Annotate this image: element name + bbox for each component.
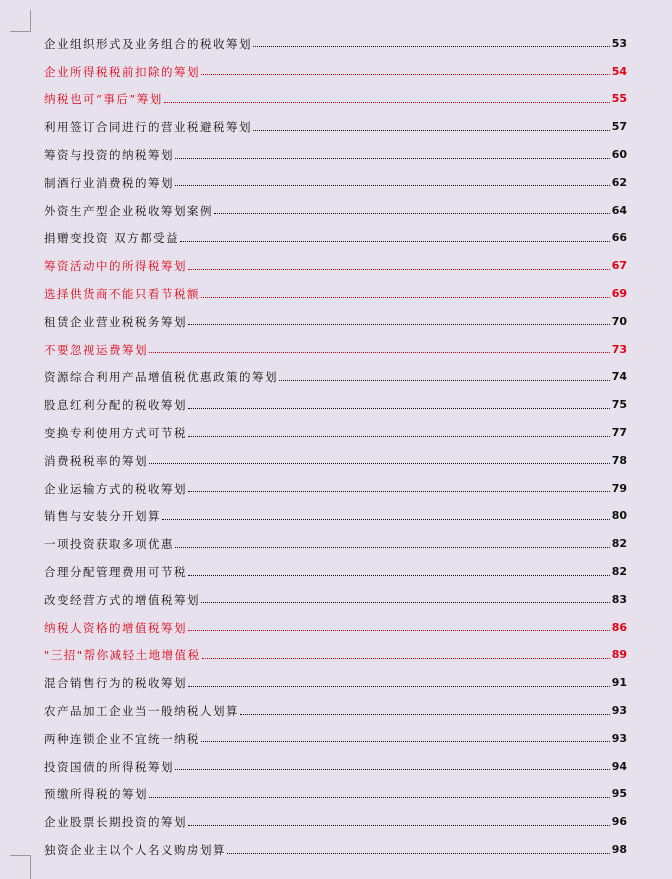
dot-leader — [201, 297, 610, 298]
toc-entry[interactable] — [44, 364, 627, 392]
toc-entry[interactable] — [44, 725, 627, 753]
dot-leader — [180, 241, 610, 242]
toc-entry-title: 合理分配管理费用可节税 — [44, 565, 187, 580]
dot-leader — [201, 602, 610, 603]
dot-leader — [188, 408, 610, 409]
toc-entry-title: 企业股票长期投资的筹划 — [44, 815, 187, 830]
toc-entry-page-number: 53 — [611, 36, 627, 50]
toc-entry-page-number: 62 — [611, 175, 627, 189]
dot-leader — [175, 769, 610, 770]
toc-entry-title: 企业所得税税前扣除的筹划 — [44, 64, 200, 79]
dot-leader — [201, 741, 610, 742]
toc-entry-title: 投资国债的所得税筹划 — [44, 759, 174, 774]
toc-entry[interactable] — [44, 141, 627, 169]
toc-entry[interactable] — [44, 697, 627, 725]
toc-entry[interactable] — [44, 280, 627, 308]
toc-entry-page-number: 66 — [611, 231, 627, 245]
toc-entry-page-number: 91 — [611, 676, 627, 690]
toc-entry-page-number: 93 — [611, 731, 627, 745]
toc-entry[interactable] — [44, 836, 627, 864]
toc-entry-page-number: 73 — [611, 342, 627, 356]
dot-leader — [253, 46, 610, 47]
dot-leader — [279, 380, 610, 381]
dot-leader — [188, 630, 610, 631]
dot-leader — [188, 324, 610, 325]
toc-entry-title: 筹资与投资的纳税筹划 — [44, 148, 174, 163]
toc-entry-page-number: 74 — [611, 370, 627, 384]
toc-entry-title: 企业组织形式及业务组合的税收筹划 — [44, 36, 252, 51]
toc-entry[interactable] — [44, 197, 627, 225]
toc-entry-page-number: 82 — [611, 565, 627, 579]
toc-entry-title: 利用签订合同进行的营业税避税筹划 — [44, 120, 252, 135]
dot-leader — [240, 714, 610, 715]
toc-entry-page-number: 70 — [611, 314, 627, 328]
toc-entry-title: 企业运输方式的税收筹划 — [44, 481, 187, 496]
toc-entry-page-number: 93 — [611, 704, 627, 718]
toc-entry-title: 制酒行业消费税的筹划 — [44, 175, 174, 190]
toc-entry[interactable] — [44, 530, 627, 558]
toc-entry-title: "三招"帮你减轻土地增值税 — [44, 648, 201, 663]
dot-leader — [149, 352, 610, 353]
toc-entry-title: 两种连锁企业不宜统一纳税 — [44, 731, 200, 746]
toc-entry[interactable] — [44, 391, 627, 419]
toc-entry-page-number: 86 — [611, 620, 627, 634]
toc-entry-title: 纳税人资格的增值税筹划 — [44, 620, 187, 635]
toc-entry[interactable] — [44, 614, 627, 642]
toc-entry-page-number: 82 — [611, 537, 627, 551]
dot-leader — [201, 74, 610, 75]
dot-leader — [188, 491, 610, 492]
toc-entry[interactable] — [44, 113, 627, 141]
table-of-contents — [44, 30, 627, 864]
toc-entry[interactable] — [44, 225, 627, 253]
toc-entry-page-number: 77 — [611, 426, 627, 440]
toc-entry-page-number: 57 — [611, 120, 627, 134]
toc-entry-page-number: 80 — [611, 509, 627, 523]
toc-entry-page-number: 75 — [611, 398, 627, 412]
dot-leader — [188, 825, 610, 826]
toc-entry-page-number: 69 — [611, 287, 627, 301]
toc-entry-page-number: 55 — [611, 92, 627, 106]
dot-leader — [164, 102, 610, 103]
toc-entry-page-number: 94 — [611, 759, 627, 773]
toc-entry-title: 租赁企业营业税税务筹划 — [44, 314, 187, 329]
toc-entry-title: 筹资活动中的所得税筹划 — [44, 259, 187, 274]
toc-entry[interactable] — [44, 336, 627, 364]
toc-entry-title: 预缴所得税的筹划 — [44, 787, 148, 802]
toc-entry[interactable] — [44, 30, 627, 58]
toc-entry-title: 纳税也可“事后”筹划 — [44, 92, 163, 107]
toc-entry-title: 一项投资获取多项优惠 — [44, 537, 174, 552]
dot-leader — [188, 575, 610, 576]
bottom-left-crop-mark — [10, 855, 31, 879]
dot-leader — [149, 797, 610, 798]
dot-leader — [162, 519, 610, 520]
dot-leader — [253, 130, 610, 131]
dot-leader — [227, 853, 610, 854]
toc-entry-title: 销售与安装分开划算 — [44, 509, 161, 524]
toc-entry[interactable] — [44, 419, 627, 447]
toc-entry[interactable] — [44, 781, 627, 809]
toc-entry-page-number: 64 — [611, 203, 627, 217]
dot-leader — [214, 213, 610, 214]
toc-entry-title: 改变经营方式的增值税筹划 — [44, 592, 200, 607]
toc-entry-page-number: 95 — [611, 787, 627, 801]
toc-entry-title: 不要忽视运费筹划 — [44, 342, 148, 357]
toc-entry-title: 农产品加工企业当一般纳税人划算 — [44, 704, 239, 719]
toc-entry[interactable] — [44, 669, 627, 697]
toc-entry-title: 外资生产型企业税收筹划案例 — [44, 203, 213, 218]
toc-entry-page-number: 67 — [611, 259, 627, 273]
dot-leader — [175, 185, 610, 186]
dot-leader — [202, 658, 610, 659]
dot-leader — [188, 686, 610, 687]
toc-entry[interactable] — [44, 753, 627, 781]
dot-leader — [175, 547, 610, 548]
dot-leader — [149, 463, 610, 464]
toc-entry[interactable] — [44, 503, 627, 531]
toc-entry-title: 变换专利使用方式可节税 — [44, 426, 187, 441]
toc-entry-title: 资源综合利用产品增值税优惠政策的筹划 — [44, 370, 278, 385]
toc-entry-title: 消费税税率的筹划 — [44, 453, 148, 468]
toc-entry[interactable] — [44, 642, 627, 670]
dot-leader — [188, 269, 610, 270]
toc-entry-page-number: 89 — [611, 648, 627, 662]
toc-entry-title: 选择供货商不能只看节税额 — [44, 287, 200, 302]
toc-entry[interactable] — [44, 808, 627, 836]
toc-entry[interactable] — [44, 308, 627, 336]
toc-entry-page-number: 60 — [611, 148, 627, 162]
toc-entry-title: 捐赠变投资 双方都受益 — [44, 231, 180, 246]
toc-entry[interactable] — [44, 558, 627, 586]
toc-entry[interactable] — [44, 252, 627, 280]
dot-leader — [175, 158, 610, 159]
dot-leader — [188, 436, 610, 437]
toc-entry-title: 股息红利分配的税收筹划 — [44, 398, 187, 413]
toc-entry[interactable] — [44, 586, 627, 614]
toc-entry[interactable] — [44, 86, 627, 114]
top-left-crop-mark — [10, 10, 31, 32]
toc-entry-page-number: 79 — [611, 481, 627, 495]
toc-entry-page-number: 96 — [611, 815, 627, 829]
toc-entry-page-number: 98 — [611, 843, 627, 856]
toc-entry[interactable] — [44, 475, 627, 503]
toc-entry-page-number: 83 — [611, 592, 627, 606]
toc-entry-page-number: 78 — [611, 453, 627, 467]
toc-entry-title: 混合销售行为的税收筹划 — [44, 676, 187, 691]
toc-entry-title: 独资企业主以个人名义购房划算 — [44, 843, 226, 857]
toc-entry[interactable] — [44, 447, 627, 475]
toc-entry-page-number: 54 — [611, 64, 627, 78]
toc-entry[interactable] — [44, 169, 627, 197]
toc-entry[interactable] — [44, 58, 627, 86]
